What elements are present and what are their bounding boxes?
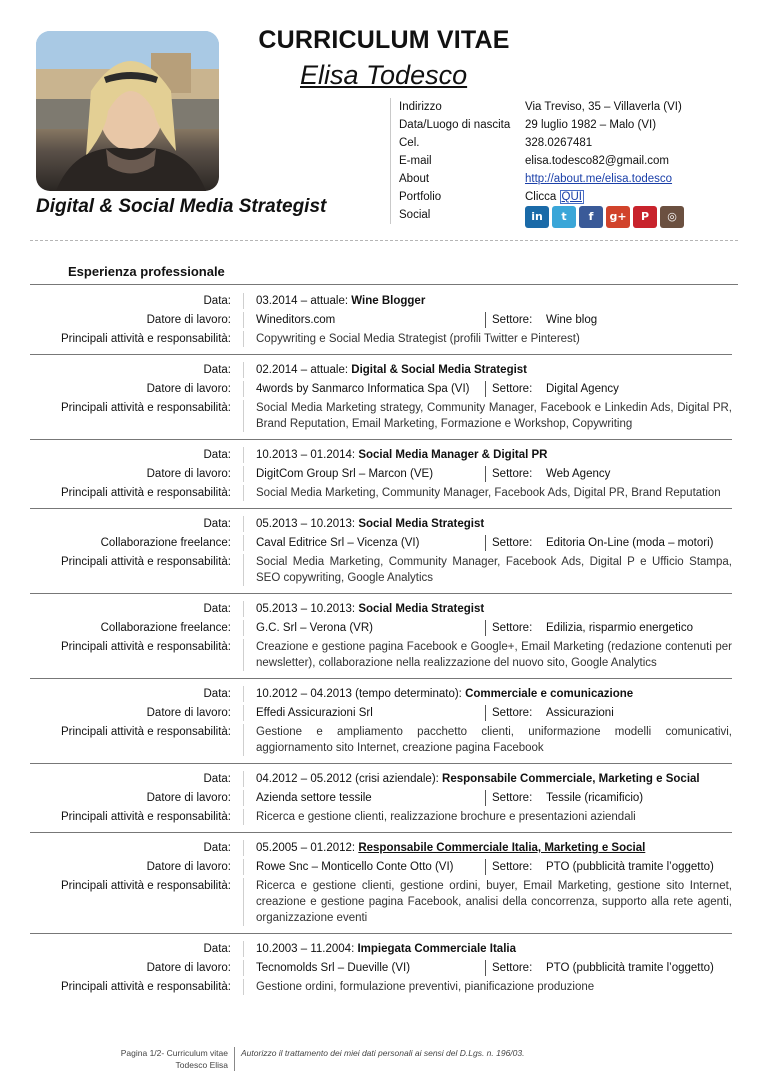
sector-value: Web Agency (546, 468, 611, 480)
sector-label: Settore: (492, 792, 533, 804)
facebook-icon[interactable]: f (579, 206, 603, 228)
date-value (243, 516, 732, 532)
employer-name: Azienda settore tessile (244, 790, 486, 806)
date-value (243, 362, 732, 378)
job-period: 05.2013 – 10.2013: (256, 518, 359, 530)
employer-name: Caval Editrice Srl – Vicenza (VI) (244, 535, 486, 551)
date-value (243, 941, 732, 957)
job-period: 02.2014 – attuale: (256, 364, 352, 376)
activities-row (30, 878, 732, 926)
experience-entry (30, 355, 732, 440)
info-row-portfolio (399, 188, 720, 206)
info-row-email (399, 152, 720, 170)
pinterest-icon[interactable]: P (633, 206, 657, 228)
experience-entry (30, 286, 732, 355)
sector-label: Settore: (492, 861, 533, 873)
job-title: Commerciale e comunicazione (465, 688, 634, 700)
info-row-phone (399, 134, 720, 152)
activities-label: Principali attività e responsabilità: (60, 333, 231, 345)
activities-row (30, 400, 732, 432)
employer-row (30, 535, 732, 551)
googleplus-icon[interactable]: g+ (606, 206, 630, 228)
activities-value: Social Media Marketing, Community Manager, Facebook Ads, Digital P e Ufficio Stampa, SEO copywriting, Google Analytics (243, 554, 732, 586)
activities-label: Principali attività e responsabilità: (60, 726, 231, 738)
employer-label: Collaborazione freelance: (100, 622, 231, 634)
date-value (243, 771, 732, 787)
activities-value: Ricerca e gestione clienti, gestione ordini, buyer, Email Marketing, gestione sito Internet, creazione e gestione pagina Facebook, analisi della concorrenza, supporto alla rete agenti, organizzazione eventi (243, 878, 732, 926)
employer-value (243, 859, 732, 875)
profile-photo (36, 31, 219, 191)
job-period: 05.2013 – 10.2013: (256, 603, 359, 615)
activities-row (30, 979, 732, 995)
employer-row (30, 620, 732, 636)
date-row (30, 840, 732, 856)
info-label: E-mail (399, 155, 432, 167)
about-link[interactable]: http://about.me/elisa.todesco (525, 173, 673, 185)
job-title: Wine Blogger (351, 295, 426, 307)
job-title: Impiegata Commerciale Italia (357, 943, 516, 955)
date-row (30, 601, 732, 617)
employer-value (243, 381, 732, 397)
sector-label: Settore: (492, 468, 533, 480)
date-label: Data: (203, 603, 231, 615)
activities-label: Principali attività e responsabilità: (60, 811, 231, 823)
employer-value (243, 312, 732, 328)
sector (486, 535, 713, 551)
job-period: 10.2003 – 11.2004: (256, 943, 358, 955)
job-title: Responsabile Commerciale Italia, Marketing e Social (358, 842, 646, 854)
sector-value: Edilizia, risparmio energetico (546, 622, 694, 634)
sector (486, 960, 714, 976)
employer-name: Tecnomolds Srl – Dueville (VI) (244, 960, 486, 976)
employer-label: Datore di lavoro: (146, 962, 231, 974)
date-value (243, 601, 732, 617)
social-icons (525, 206, 684, 224)
sector (486, 790, 643, 806)
date-label: Data: (203, 364, 231, 376)
sector-value: Assicurazioni (546, 707, 614, 719)
info-label: Indirizzo (399, 101, 442, 113)
job-period: 10.2013 – 01.2014: (256, 449, 359, 461)
sector-value: Wine blog (546, 314, 598, 326)
sector-value: Editoria On-Line (moda – motori) (546, 537, 714, 549)
employer-row (30, 381, 732, 397)
activities-row (30, 554, 732, 586)
info-label: About (399, 173, 430, 185)
footer-page-line2: Todesco Elisa (175, 1060, 228, 1070)
employer-value (243, 620, 732, 636)
activities-row (30, 809, 732, 825)
section-divider (30, 284, 738, 285)
sector (486, 466, 610, 482)
employer-value (243, 466, 732, 482)
date-row (30, 686, 732, 702)
employer-row (30, 466, 732, 482)
document-title: CURRICULUM VITAE (258, 26, 510, 54)
employer-label: Datore di lavoro: (146, 792, 231, 804)
person-name: Elisa Todesco (300, 60, 468, 90)
date-row (30, 362, 732, 378)
birth-value: 29 luglio 1982 – Malo (VI) (525, 119, 657, 131)
experience-entry (30, 440, 732, 509)
info-label: Portfolio (399, 191, 442, 203)
portfolio-prefix: Clicca (525, 191, 560, 203)
activities-value: Creazione e gestione pagina Facebook e Google+, Email Marketing (redazione contenuti per newsletter), collaborazione nella realizzazione del nuovo sito, Google Analytics (243, 639, 732, 671)
activities-value: Social Media Marketing strategy, Community Manager, Facebook e Linkedin Ads, Digital PR, Brand Reputation, Email Marketing, Formazione e Workshop, Copywriting (243, 400, 732, 432)
activities-label: Principali attività e responsabilità: (60, 402, 231, 414)
activities-value: Gestione ordini, formulazione preventivi, pianificazione produzione (243, 979, 732, 995)
experience-list (30, 286, 732, 1002)
date-row (30, 516, 732, 532)
date-label: Data: (203, 943, 231, 955)
activities-row (30, 639, 732, 671)
job-title: Social Media Manager & Digital PR (358, 449, 548, 461)
info-row-about (399, 170, 720, 188)
employer-name: DigitCom Group Srl – Marcon (VE) (244, 466, 486, 482)
employer-name: Wineditors.com (244, 312, 486, 328)
employer-value (243, 960, 732, 976)
sector-label: Settore: (492, 707, 533, 719)
sector (486, 859, 714, 875)
experience-entry (30, 679, 732, 764)
date-label: Data: (203, 295, 231, 307)
date-row (30, 447, 732, 463)
date-value (243, 447, 732, 463)
job-period: 05.2005 – 01.2012: (256, 842, 359, 854)
activities-label: Principali attività e responsabilità: (60, 556, 231, 568)
experience-entry (30, 934, 732, 1002)
employer-name: G.C. Srl – Verona (VR) (244, 620, 486, 636)
sector-value: Tessile (ricamificio) (546, 792, 644, 804)
experience-entry (30, 764, 732, 833)
sector-label: Settore: (492, 314, 533, 326)
portfolio-link[interactable]: QUI (561, 191, 582, 203)
activities-row (30, 724, 732, 756)
footer-page-line1: Pagina 1/2- Curriculum vitae (120, 1048, 228, 1058)
sector (486, 705, 614, 721)
employer-value (243, 790, 732, 806)
linkedin-icon[interactable]: in (525, 206, 549, 228)
email-value: elisa.todesco82@gmail.com (525, 155, 669, 167)
job-period: 10.2012 – 04.2013 (tempo determinato): (256, 688, 466, 700)
activities-label: Principali attività e responsabilità: (60, 981, 231, 993)
job-title: Digital & Social Media Strategist (351, 364, 528, 376)
footer-page-info (100, 1047, 235, 1071)
phone-value: 328.0267481 (525, 137, 593, 149)
job-period: 03.2014 – attuale: (256, 295, 352, 307)
employer-row (30, 312, 732, 328)
info-label: Data/Luogo di nascita (399, 119, 511, 131)
info-label: Cel. (399, 137, 420, 149)
date-label: Data: (203, 518, 231, 530)
date-row (30, 941, 732, 957)
sector-value: PTO (pubblicità tramite l’oggetto) (546, 861, 714, 873)
info-row-social (399, 206, 720, 224)
activities-value: Ricerca e gestione clienti, realizzazione brochure e presentazioni aziendali (243, 809, 732, 825)
sector (486, 381, 619, 397)
date-label: Data: (203, 842, 231, 854)
footer-privacy: Autorizzo il trattamento dei miei dati personali ai sensi del D.Lgs. n. 196/03. (241, 1048, 525, 1058)
activities-label: Principali attività e responsabilità: (60, 641, 231, 653)
employer-row (30, 705, 732, 721)
sector-value: Digital Agency (546, 383, 619, 395)
activities-label: Principali attività e responsabilità: (60, 487, 231, 499)
employer-row (30, 790, 732, 806)
header-divider (30, 240, 738, 241)
employer-label: Datore di lavoro: (146, 383, 231, 395)
role-title: Digital & Social Media Strategist (36, 196, 327, 217)
date-value (243, 686, 732, 702)
activities-value: Gestione e ampliamento pacchetto clienti, uniformazione modelli comunicativi, aggiornamento sito Internet, creazione pagina Facebook (243, 724, 732, 756)
date-row (30, 293, 732, 309)
employer-value (243, 705, 732, 721)
employer-name: Effedi Assicurazioni Srl (244, 705, 486, 721)
sector (486, 312, 597, 328)
contact-info (390, 98, 720, 224)
address-value: Via Treviso, 35 – Villaverla (VI) (525, 101, 682, 113)
info-row-birth (399, 116, 720, 134)
date-row (30, 771, 732, 787)
activities-label: Principali attività e responsabilità: (60, 880, 231, 892)
sector (486, 620, 693, 636)
employer-name: Rowe Snc – Monticello Conte Otto (VI) (244, 859, 486, 875)
activities-row (30, 485, 732, 501)
date-label: Data: (203, 688, 231, 700)
employer-row (30, 960, 732, 976)
footer (100, 1047, 524, 1071)
date-label: Data: (203, 773, 231, 785)
job-title: Social Media Strategist (358, 518, 485, 530)
experience-entry (30, 594, 732, 679)
activities-row (30, 331, 732, 347)
employer-label: Datore di lavoro: (146, 707, 231, 719)
info-label: Social (399, 209, 431, 221)
experience-entry (30, 509, 732, 594)
sector-value: PTO (pubblicità tramite l’oggetto) (546, 962, 714, 974)
employer-label: Datore di lavoro: (146, 861, 231, 873)
instagram-icon[interactable]: ◎ (660, 206, 684, 228)
experience-entry (30, 833, 732, 934)
employer-name: 4words by Sanmarco Informatica Spa (VI) (244, 381, 486, 397)
job-period: 04.2012 – 05.2012 (crisi aziendale): (256, 773, 443, 785)
job-title: Responsabile Commerciale, Marketing e Social (442, 773, 700, 785)
employer-value (243, 535, 732, 551)
employer-label: Datore di lavoro: (146, 468, 231, 480)
sector-label: Settore: (492, 537, 533, 549)
activities-value: Copywriting e Social Media Strategist (profili Twitter e Pinterest) (243, 331, 732, 347)
activities-value: Social Media Marketing, Community Manager, Facebook Ads, Digital PR, Brand Reputation (243, 485, 732, 501)
twitter-icon[interactable]: t (552, 206, 576, 228)
employer-label: Datore di lavoro: (146, 314, 231, 326)
employer-row (30, 859, 732, 875)
job-title: Social Media Strategist (358, 603, 485, 615)
sector-label: Settore: (492, 383, 533, 395)
date-value (243, 293, 732, 309)
employer-label: Collaborazione freelance: (100, 537, 231, 549)
sector-label: Settore: (492, 962, 533, 974)
info-row-address (399, 98, 720, 116)
date-label: Data: (203, 449, 231, 461)
date-value (243, 840, 732, 856)
sector-label: Settore: (492, 622, 533, 634)
section-title: Esperienza professionale (68, 264, 225, 279)
